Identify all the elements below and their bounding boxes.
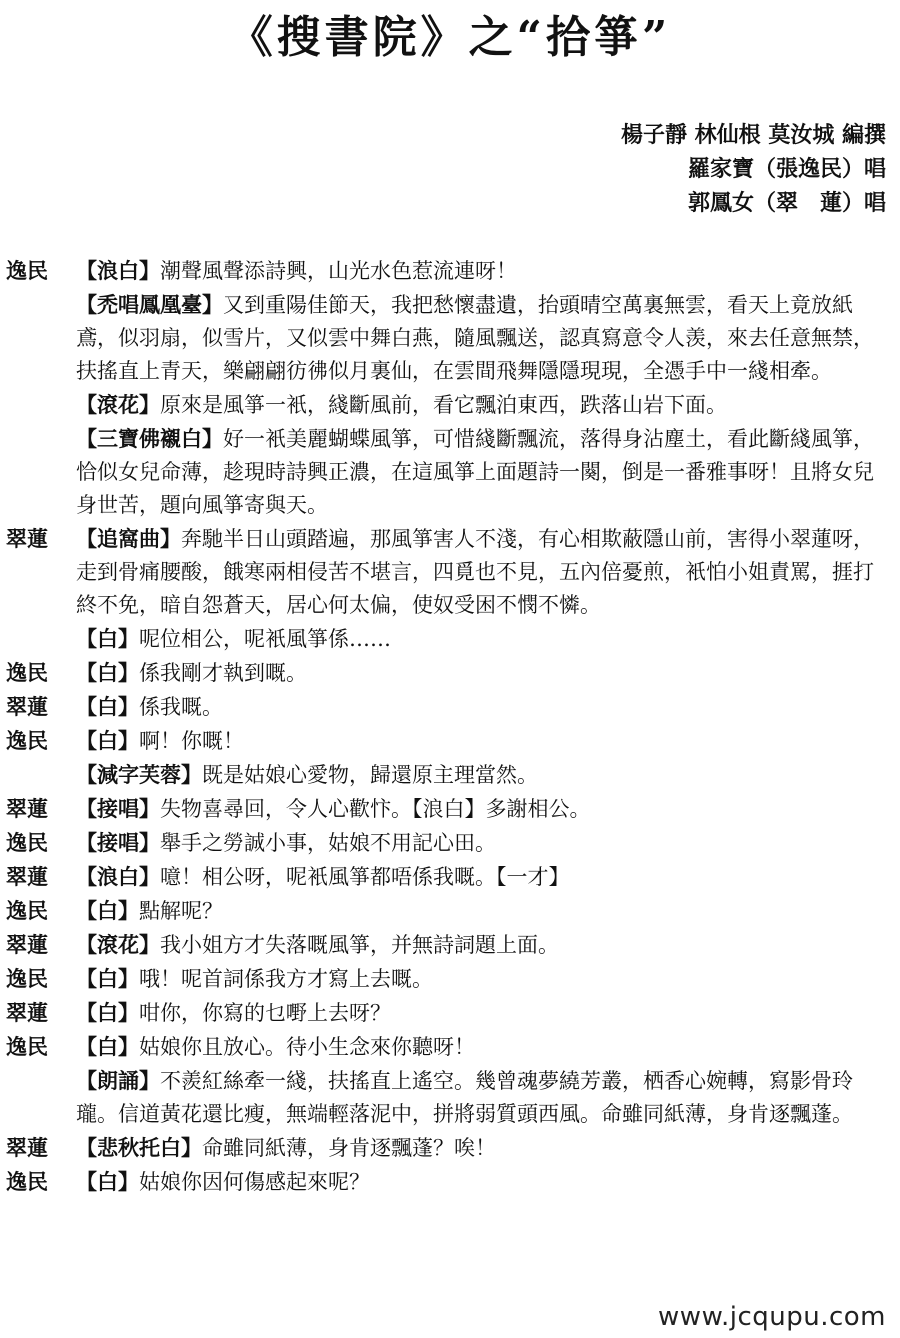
tune-tag: 【白】 — [76, 660, 139, 685]
speaker-name: 逸民 — [6, 1169, 48, 1194]
line-content — [76, 962, 894, 996]
line-text: 命雖同紙薄，身肯逐飄蓬？唉！ — [202, 1136, 496, 1160]
page-title: 《搜書院》之“拾箏” — [228, 12, 672, 63]
script-line — [6, 254, 894, 288]
tune-tag: 【白】 — [76, 966, 139, 991]
speaker-name: 逸民 — [6, 1034, 48, 1059]
script-line — [6, 656, 894, 690]
script-line — [6, 826, 894, 860]
line-text: 咁你，你寫的乜嘢上去呀？ — [139, 1001, 391, 1025]
line-content — [76, 1064, 894, 1131]
tune-tag: 【白】 — [76, 1169, 139, 1194]
line-text: 姑娘你因何傷感起來呢？ — [139, 1170, 370, 1194]
watermark-url: www.jcqupu.com — [658, 1302, 886, 1332]
line-text: 哦！呢首詞係我方才寫上去嘅。 — [139, 967, 433, 991]
line-content — [76, 996, 894, 1030]
credit-line: 楊子靜 林仙根 莫汝城 編撰 — [621, 122, 886, 148]
speaker-name: 翠蓮 — [6, 694, 48, 719]
tune-tag: 【白】 — [76, 626, 139, 651]
line-content — [76, 388, 894, 422]
line-text: 好一衹美麗蝴蝶風箏，可惜綫斷飄流，落得身沾塵土，看此斷綫風箏，恰似女兒命薄，趁現時詩興正濃，在這風箏上面題詩一闋，倒是一番雅事呀！且將女兒身世苦，題向風箏寄與天。 — [76, 427, 874, 517]
script-line — [6, 1131, 894, 1165]
line-text: 呢位相公，呢衹風箏係…… — [139, 627, 391, 651]
line-text: 我小姐方才失落嘅風箏，并無詩詞題上面。 — [160, 933, 559, 957]
script-line — [6, 522, 894, 622]
line-text: 姑娘你且放心。待小生念來你聽呀！ — [139, 1035, 475, 1059]
speaker-name: 逸民 — [6, 660, 48, 685]
tune-tag: 【白】 — [76, 1000, 139, 1025]
line-content — [76, 1030, 894, 1064]
speaker-name: 逸民 — [6, 898, 48, 923]
tune-tag: 【白】 — [76, 694, 139, 719]
tune-tag: 【浪白】 — [76, 258, 160, 283]
credit-line: 郭鳳女（翠 蓮）唱 — [687, 190, 886, 216]
script-line — [6, 1030, 894, 1064]
speaker-name: 逸民 — [6, 258, 48, 283]
speaker-name: 翠蓮 — [6, 1000, 48, 1025]
line-content — [76, 422, 894, 522]
script-line — [6, 288, 894, 388]
line-content — [76, 826, 894, 860]
line-text: 舉手之勞誠小事，姑娘不用記心田。 — [160, 831, 496, 855]
line-content — [76, 758, 894, 792]
script-line — [6, 1165, 894, 1199]
line-content — [76, 928, 894, 962]
line-content — [76, 288, 894, 388]
speaker-name: 逸民 — [6, 966, 48, 991]
speaker-name: 翠蓮 — [6, 1135, 48, 1160]
script-line — [6, 622, 894, 656]
line-text: 既是姑娘心愛物，歸還原主理當然。 — [202, 763, 538, 787]
line-text: 啊！你嘅！ — [139, 729, 244, 753]
script-line — [6, 724, 894, 758]
line-content — [76, 254, 894, 288]
line-content — [76, 656, 894, 690]
line-content — [76, 894, 894, 928]
line-content — [76, 622, 894, 656]
credits — [621, 118, 886, 220]
tune-tag: 【禿唱鳳凰臺】 — [76, 292, 223, 317]
line-content — [76, 690, 894, 724]
script-line — [6, 996, 894, 1030]
speaker-name: 翠蓮 — [6, 932, 48, 957]
script-line — [6, 792, 894, 826]
script-line — [6, 894, 894, 928]
line-text: 點解呢？ — [139, 899, 223, 923]
line-text: 奔馳半日山頭踏遍，那風箏害人不淺，有心相欺蔽隱山前，害得小翠蓮呀，走到骨痛腰酸，餓寒兩相侵苦不堪言，四覓也不見，五內倍憂煎，衹怕小姐責罵，捱打終不免，暗自怨蒼天，居心何太偏，使奴受困不憫不憐。 — [76, 527, 874, 617]
credit-line: 羅家寶（張逸民）唱 — [687, 156, 886, 182]
tune-tag: 【接唱】 — [76, 830, 160, 855]
tune-tag: 【滾花】 — [76, 392, 160, 417]
speaker-name: 翠蓮 — [6, 864, 48, 889]
line-text: 原來是風箏一衹，綫斷風前，看它飄泊東西，跌落山岩下面。 — [160, 393, 727, 417]
script-line — [6, 928, 894, 962]
line-text: 係我嘅。 — [139, 695, 223, 719]
line-content — [76, 1165, 894, 1199]
script-line — [6, 422, 894, 522]
script-line — [6, 860, 894, 894]
line-text: 潮聲風聲添詩興，山光水色惹流連呀！ — [160, 259, 517, 283]
tune-tag: 【滾花】 — [76, 932, 160, 957]
line-content — [76, 724, 894, 758]
script-line — [6, 388, 894, 422]
tune-tag: 【悲秋托白】 — [76, 1135, 202, 1160]
line-text: 不羨紅絲牽一綫，扶搖直上遙空。幾曾魂夢繞芳叢，栖香心婉轉，寫影骨玲瓏。信道黃花還比瘦，無端輕落泥中，拼將弱質頭西風。命雖同紙薄，身肯逐飄蓬。 — [76, 1069, 853, 1126]
script-line — [6, 690, 894, 724]
tune-tag: 【減字芙蓉】 — [76, 762, 202, 787]
script-line — [6, 1064, 894, 1131]
line-content — [76, 860, 894, 894]
line-text: 失物喜尋回，令人心歡忭。【浪白】多謝相公。 — [160, 797, 591, 821]
script-line — [6, 758, 894, 792]
tune-tag: 【白】 — [76, 728, 139, 753]
tune-tag: 【接唱】 — [76, 796, 160, 821]
line-text: 係我剛才執到嘅。 — [139, 661, 307, 685]
tune-tag: 【白】 — [76, 1034, 139, 1059]
speaker-name: 逸民 — [6, 728, 48, 753]
speaker-name: 翠蓮 — [6, 526, 48, 551]
tune-tag: 【浪白】 — [76, 864, 160, 889]
line-content — [76, 522, 894, 622]
tune-tag: 【三寶佛襯白】 — [76, 426, 223, 451]
line-text: 又到重陽佳節天，我把愁懷盡遺，抬頭晴空萬裏無雲，看天上竟放紙鳶，似羽扇，似雪片，又似雲中舞白燕，隨風飄送，認真寫意令人羡，來去任意無禁，扶搖直上青天，樂翩翩彷彿似月裏仙，在雲間飛舞隱隱現現，全憑手中一綫相牽。 — [76, 293, 874, 383]
speaker-name: 逸民 — [6, 830, 48, 855]
line-content — [76, 792, 894, 826]
script-line — [6, 962, 894, 996]
line-text: 噫！相公呀，呢衹風箏都唔係我嘅。【一才】 — [160, 865, 570, 889]
line-content — [76, 1131, 894, 1165]
tune-tag: 【追窩曲】 — [76, 526, 181, 551]
speaker-name: 翠蓮 — [6, 796, 48, 821]
tune-tag: 【朗誦】 — [76, 1068, 160, 1093]
script-body — [6, 254, 894, 1199]
tune-tag: 【白】 — [76, 898, 139, 923]
